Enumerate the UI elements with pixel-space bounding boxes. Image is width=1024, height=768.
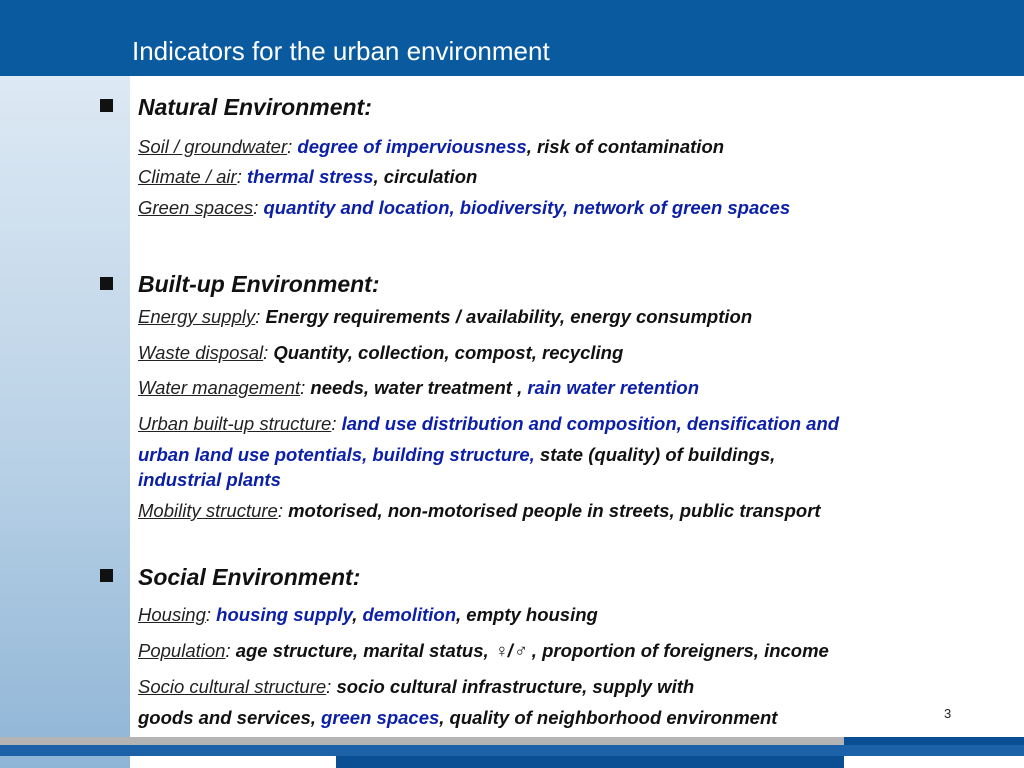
footer-stripe-blue (0, 745, 1024, 756)
indicator-highlight: urban land use potentials, building structure, (138, 444, 535, 465)
indicator-highlight: quantity and location, biodiversity, network of green spaces (258, 197, 791, 218)
section-heading-natural: Natural Environment: (138, 94, 372, 120)
indicator-text: needs, water treatment , (305, 377, 523, 398)
section-heading-social: Social Environment: (138, 564, 361, 590)
section-heading-built: Built-up Environment: (138, 271, 380, 297)
indicator-highlight: industrial plants (138, 469, 281, 490)
separator: : (300, 377, 306, 398)
indicator-label: Waste disposal (138, 342, 264, 363)
separator: : (225, 640, 231, 661)
indicator-label: Energy supply (138, 306, 256, 327)
indicator-highlight: demolition (357, 604, 456, 625)
separator: : (331, 413, 337, 434)
indicator-text: , risk of contamination (526, 136, 725, 157)
separator: : (287, 136, 293, 157)
indicator-waste (138, 342, 623, 364)
indicator-text: goods and services, (138, 707, 316, 728)
indicator-energy (138, 306, 752, 328)
indicator-socio-cultural-line2 (138, 707, 777, 729)
left-sidebar-gradient (0, 76, 130, 768)
indicator-highlight: land use distribution and composition, densification and (336, 413, 840, 434)
indicator-urban-structure-line3 (138, 469, 281, 491)
indicator-text: Quantity, collection, compost, recycling (268, 342, 624, 363)
indicator-label: Soil / groundwater (138, 136, 288, 157)
indicator-text: , circulation (373, 166, 478, 187)
separator: : (263, 342, 269, 363)
indicator-text: , (352, 604, 358, 625)
bullet-square-icon (100, 277, 113, 290)
separator: : (255, 306, 261, 327)
indicator-green-spaces (138, 197, 790, 219)
indicator-text: motorised, non-motorised people in streets, public transport (282, 500, 821, 521)
indicator-highlight: degree of imperviousness (292, 136, 527, 157)
indicator-text: Energy requirements / availability, energy consumption (260, 306, 753, 327)
indicator-socio-cultural (138, 676, 694, 698)
indicator-urban-structure (138, 413, 839, 435)
indicator-text: state (quality) of buildings, (534, 444, 776, 465)
footer-stripe-dark (336, 756, 844, 768)
page-number: 3 (944, 706, 952, 721)
separator: : (205, 604, 212, 625)
footer-stripe-dark-right (844, 737, 1024, 745)
separator: : (253, 197, 259, 218)
indicator-label: Socio cultural structure (138, 676, 327, 697)
indicator-label: Green spaces (138, 197, 254, 218)
indicator-water (138, 377, 699, 399)
indicator-text: age structure, marital status, ♀/♂ , proportion of foreigners, income (230, 640, 829, 661)
indicator-highlight: housing supply (211, 604, 353, 625)
separator: : (236, 166, 242, 187)
indicator-urban-structure-line2 (138, 444, 775, 466)
indicator-text: socio cultural infrastructure, supply with (331, 676, 695, 697)
indicator-highlight: rain water retention (522, 377, 700, 398)
indicator-label: Climate / air (138, 166, 237, 187)
indicator-population (138, 640, 829, 662)
indicator-soil (138, 136, 724, 158)
indicator-climate (138, 166, 477, 188)
bullet-square-icon (100, 99, 113, 112)
indicator-label: Mobility structure (138, 500, 278, 521)
indicator-highlight: green spaces (315, 707, 440, 728)
separator: : (326, 676, 332, 697)
indicator-label: Population (138, 640, 226, 661)
indicator-text: , empty housing (456, 604, 598, 625)
indicator-text: , quality of neighborhood environment (439, 707, 778, 728)
indicator-label: Housing (138, 604, 206, 625)
indicator-label: Urban built-up structure (138, 413, 332, 434)
indicator-label: Water management (138, 377, 301, 398)
indicator-housing (138, 604, 598, 626)
separator: : (277, 500, 283, 521)
indicator-highlight: thermal stress (241, 166, 374, 187)
indicator-mobility (138, 500, 821, 522)
bullet-square-icon (100, 569, 113, 582)
slide-title: Indicators for the urban environment (132, 36, 550, 66)
